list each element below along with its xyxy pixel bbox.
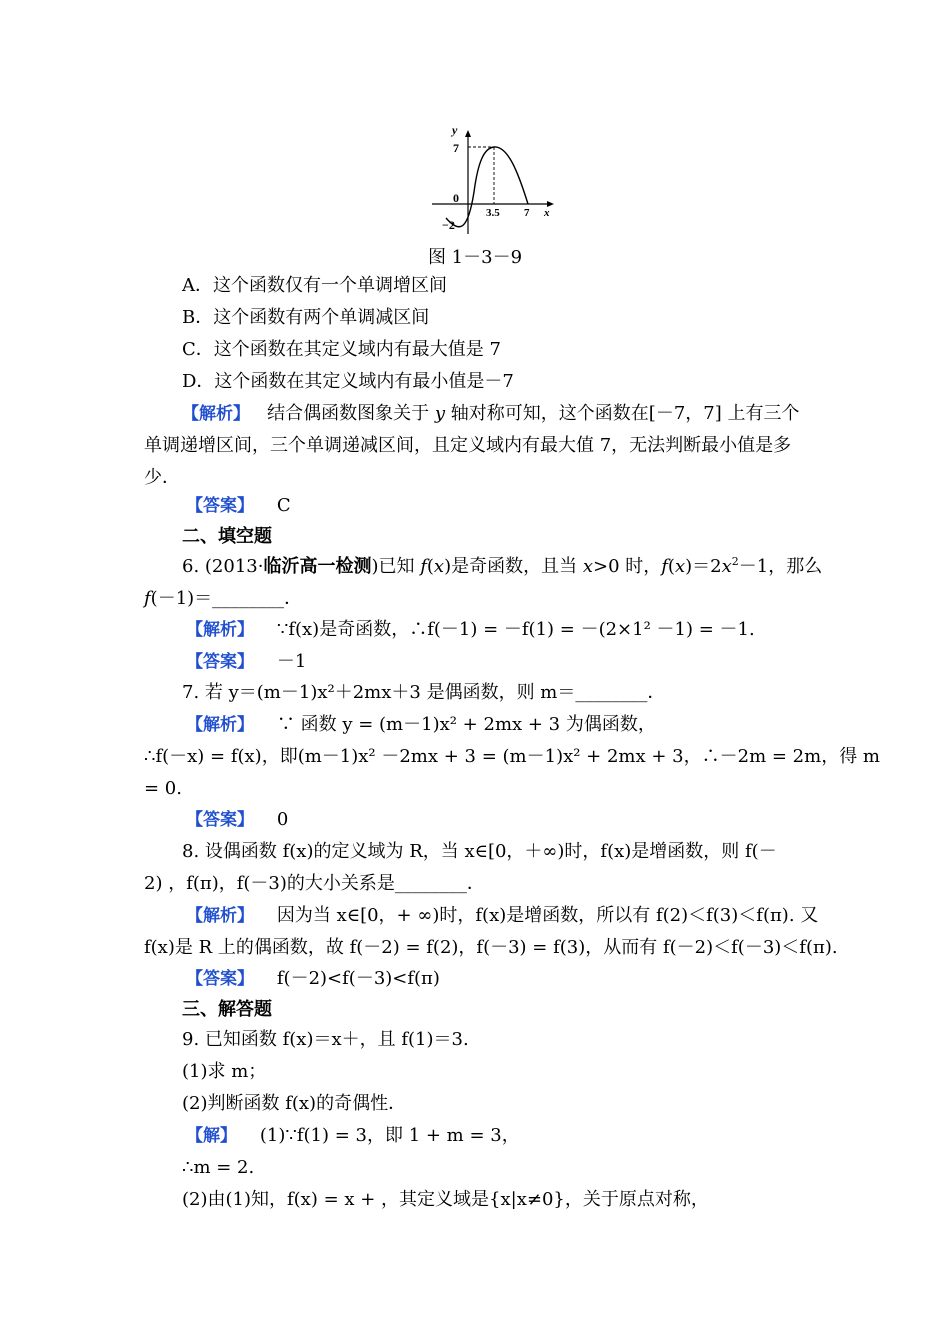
section-2-heading: 二、填空题	[182, 526, 272, 547]
q9-part-1: (1)求 m；	[182, 1061, 267, 1082]
q5-analysis-line-3: 少．	[144, 467, 180, 488]
tick-label-7: 7	[453, 141, 459, 155]
q8-answer: 【答案】 f(－2)<f(－3)<f(π)	[186, 968, 440, 989]
q7-answer: 【答案】 0	[186, 809, 289, 830]
tick-label-0: 0	[453, 191, 459, 205]
option-d: D．这个函数在其定义域内有最小值是－7	[182, 371, 514, 392]
q7-analysis-line-2: ∴f(－x) = f(x)，即(m－1)x² －2mx + 3 = (m－1)x² + 2mx + 3，∴－2m = 2m，得 m	[144, 746, 880, 767]
q6-answer: 【答案】 －1	[186, 651, 307, 672]
q9-stem: 9. 已知函数 f(x)＝x＋，且 f(1)＝3.	[182, 1029, 469, 1050]
tick-label-x7: 7	[524, 207, 530, 219]
q9-part-2: (2)判断函数 f(x)的奇偶性．	[182, 1093, 407, 1114]
q5-answer: 【答案】 C	[186, 495, 291, 516]
tick-label-3-5: 3.5	[486, 207, 500, 219]
q9-solution-line-1: 【解】 (1)∵f(1) = 3，即 1 + m = 3，	[186, 1125, 520, 1146]
figure-caption: 图 1－3－9	[427, 247, 523, 268]
section-3-heading: 三、解答题	[182, 999, 272, 1020]
analysis-label: 【解析】	[182, 404, 250, 424]
option-b: B．这个函数有两个单调减区间	[182, 307, 430, 328]
q8-stem-line-2: 2) ，f(π)，f(－3)的大小关系是________．	[144, 873, 485, 894]
tick-label-neg2: −2	[442, 218, 455, 232]
option-c: C．这个函数在其定义域内有最大值是 7	[182, 339, 501, 360]
q8-analysis-line-1: 【解析】 因为当 x∈[0，+ ∞)时，f(x)是增函数，所以有 f(2)＜f(3)＜f(π). 又	[186, 905, 819, 926]
q9-solution-line-3: (2)由(1)知，f(x) = x + ，其定义域是{x|x≠0}，关于原点对称，	[182, 1189, 709, 1210]
option-a: A．这个函数仅有一个单调增区间	[182, 275, 447, 296]
function-graph-figure	[420, 122, 570, 240]
q7-stem: 7. 若 y＝(m－1)x²＋2mx＋3 是偶函数，则 m＝________．	[182, 682, 666, 703]
q8-stem-line-1: 8. 设偶函数 f(x)的定义域为 R，当 x∈[0，＋∞)时，f(x)是增函数，则 f(－	[182, 841, 777, 862]
answer-label: 【答案】	[186, 496, 254, 516]
q6-source: 临沂高一检测	[263, 556, 372, 577]
q6-stem-line-2: f(－1)＝________．	[144, 588, 303, 609]
function-graph	[420, 122, 570, 240]
q7-analysis-line-1: 【解析】 ∵ 函数 y = (m－1)x² + 2mx + 3 为偶函数，	[186, 714, 656, 735]
q5-analysis-line-2: 单调递增区间，三个单调递减区间，且定义域内有最大值 7，无法判断最小值是多	[144, 435, 792, 456]
y-axis-label: y	[452, 123, 458, 137]
y-axis-arrow	[465, 130, 471, 137]
q8-analysis-line-2: f(x)是 R 上的偶函数，故 f(－2) = f(2)，f(－3) = f(3)，从而有 f(－2)＜f(－3)＜f(π).	[144, 937, 838, 958]
q6-analysis: 【解析】 ∵f(x)是奇函数，∴f(－1) = －f(1) = －(2×1² －1) = －1.	[186, 619, 755, 640]
q5-analysis-line-1: 【解析】 结合偶函数图象关于 y 轴对称可知，这个函数在[－7，7] 上有三个	[182, 403, 800, 424]
q7-analysis-line-3: = 0.	[144, 778, 182, 799]
q9-solution-line-2: ∴m = 2.	[182, 1157, 255, 1178]
x-axis-label: x	[544, 207, 550, 219]
q6-stem-line-1: 6. (2013·临沂高一检测)已知 f(x)是奇函数，且当 x>0 时，$f(x)=2x^2-1$，那么	[182, 555, 823, 577]
